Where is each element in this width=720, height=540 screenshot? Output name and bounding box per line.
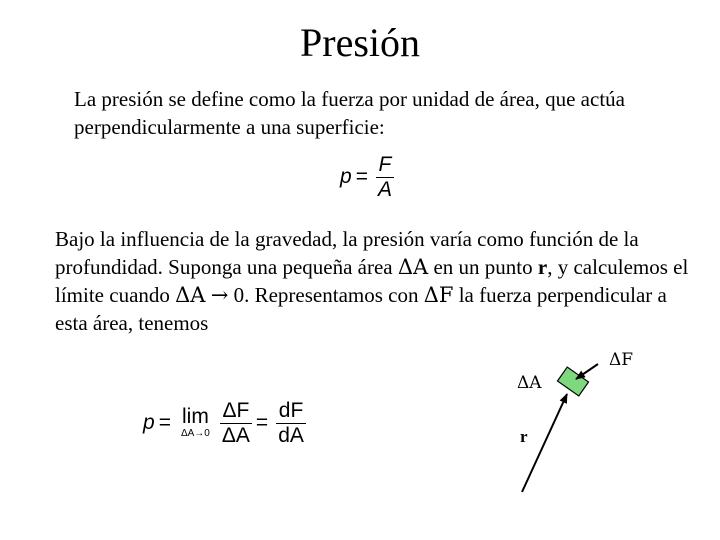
eq2-equals-2: = [255, 411, 269, 434]
p2-delta-f: ΔF [423, 283, 454, 307]
eq1-fraction [376, 153, 394, 202]
p2-r: r [537, 255, 548, 279]
eq2-fraction-2 [276, 399, 306, 448]
eq2-fraction-1 [220, 399, 252, 448]
p2-text-1: Bajo la influencia de la gravedad, la presión varía como función de la profundidad. Suponga una pequeña área [55, 227, 639, 279]
diagram-r-label: r [520, 427, 528, 446]
eq1-denominator: A [377, 177, 392, 201]
gravity-paragraph [55, 225, 695, 337]
diagram-area-label: ΔA [517, 373, 542, 393]
eq2-equals: = [158, 411, 171, 434]
eq2-frac1-num: ΔF [222, 398, 250, 422]
eq2-frac2-num: dF [278, 398, 304, 422]
eq2-limit [181, 406, 210, 440]
p2-text-2: en un punto [428, 255, 538, 279]
eq2-frac1-den: ΔA [221, 423, 250, 447]
eq2-lim-word: lim [182, 405, 209, 428]
p2-delta-a: ΔA [397, 255, 429, 279]
p2-arrow: → [210, 283, 229, 307]
p2-text-3: , y calculemos el límite cuando [55, 255, 689, 307]
position-vector [522, 394, 567, 492]
slide-title: Presión [300, 20, 420, 65]
force-area-diagram [500, 340, 660, 500]
pressure-definition-equation [340, 150, 394, 204]
definition-paragraph: La presión se define como la fuerza por unidad de área, que actúa perpendicularmente a una superficie: [74, 87, 625, 139]
eq1-equals: = [355, 165, 368, 188]
p2-text-4: 0. Representamos con [228, 283, 424, 307]
area-patch [557, 367, 588, 396]
eq2-lim-sub: ΔA→0 [180, 428, 210, 439]
force-vector [576, 364, 598, 379]
eq1-lhs: p [340, 165, 352, 188]
eq2-frac2-den: dA [278, 423, 304, 447]
pressure-limit-equation [143, 395, 306, 451]
p2-delta-a-2: ΔA [175, 283, 206, 307]
eq1-numerator: F [378, 152, 392, 176]
diagram-force-label: ΔF [609, 350, 634, 370]
eq2-lhs: p [143, 411, 155, 434]
p2-text-5: la fuerza perpendicular a esta área, tenemos [55, 283, 667, 335]
